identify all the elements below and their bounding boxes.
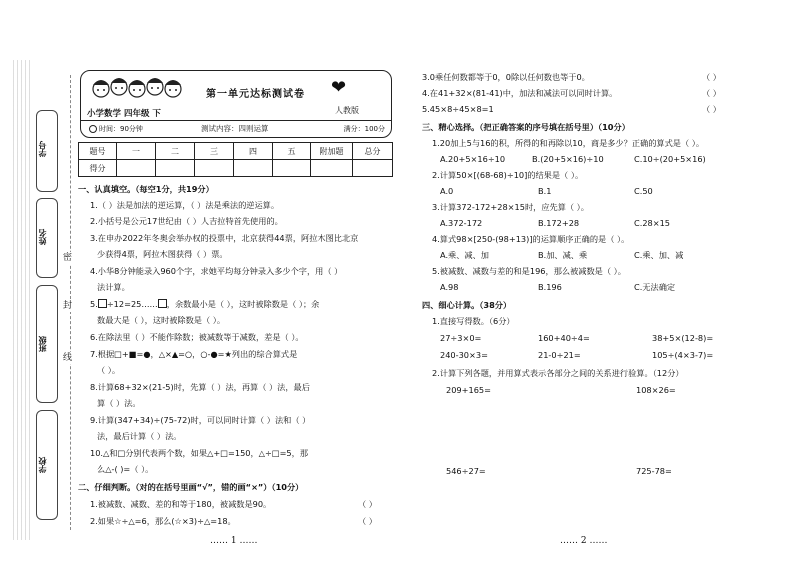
score-input-cell[interactable] xyxy=(234,160,273,177)
choice-3-option-b[interactable]: B.172+28 xyxy=(538,218,580,228)
score-cell: 三 xyxy=(195,143,234,160)
binding-strip xyxy=(0,0,75,562)
question-5-line2: 数最大是（ ），这时被除数是（ ）。 xyxy=(97,315,226,325)
section-1-title: 一、认真填空。（每空1分，共19分） xyxy=(78,184,214,194)
time-label: 时间：90分钟 xyxy=(99,125,143,133)
student-id-label: 学号 xyxy=(38,141,47,157)
question-5-number: 5. xyxy=(90,299,98,309)
question-3-line2: 少获得4票，阿拉木图获得（ ）票。 xyxy=(97,249,228,259)
calc-item: 38+5×(12-8)= xyxy=(652,333,714,343)
calc-item: 160+40÷4= xyxy=(538,333,590,343)
score-cell: 四 xyxy=(234,143,273,160)
judge-2-answer[interactable]: （ ） xyxy=(358,516,377,526)
class-box[interactable] xyxy=(36,285,58,403)
question-7-line1: 7.根据□+■=●，△×▲=○，○-●=★列出的综合算式是 xyxy=(90,349,298,359)
edition-label: 人教版 xyxy=(335,106,359,115)
binding-char-xian: 线 xyxy=(63,353,73,363)
choice-5-option-b[interactable]: B.196 xyxy=(538,282,562,292)
question-3-line1: 3.在申办2022年冬奥会举办权的投票中，北京获得44票，阿拉木图比北京 xyxy=(90,233,359,243)
binding-char-feng: 封 xyxy=(63,301,73,311)
judge-4-answer[interactable]: （ ） xyxy=(702,88,721,98)
question-8-line1: 8.计算68+32×(21-5)时，先算（ ）法，再算（ ）法，最后 xyxy=(90,382,310,392)
question-5-text: ，余数最小是（ ），这时被除数是（ ）；余 xyxy=(166,299,320,309)
judge-1-answer[interactable]: （ ） xyxy=(358,499,377,509)
decorative-stripes xyxy=(10,60,30,540)
score-cell: 题号 xyxy=(79,143,117,160)
calc-item: 27÷3×0= xyxy=(440,333,482,343)
choice-5-option-a[interactable]: A.98 xyxy=(440,282,459,292)
score-cell: 附加题 xyxy=(311,143,353,160)
score-input-cell[interactable] xyxy=(156,160,195,177)
full-score: 满分：100分 xyxy=(343,125,385,133)
choice-2-option-b[interactable]: B.1 xyxy=(538,186,552,196)
question-4-line1: 4.小华8分钟能录入960个字，求她平均每分钟录入多少个字，用（ ） xyxy=(90,266,343,276)
judge-3: 3.0乘任何数都等于0，0除以任何数也等于0。 xyxy=(422,72,590,82)
calc-2-item: 108×26= xyxy=(636,385,676,395)
choice-1-option-c[interactable]: C.10÷(20+5×16) xyxy=(634,154,706,164)
choice-1-option-b[interactable]: B.(20+5×16)÷10 xyxy=(532,154,604,164)
judge-5: 5.45×8÷45×8=1 xyxy=(422,104,494,114)
score-table-header-row xyxy=(79,143,393,160)
choice-4-option-a[interactable]: A.乘、减、加 xyxy=(440,250,489,260)
score-table xyxy=(78,142,393,177)
section-2-title: 二、仔细判断。（对的在括号里画“√”，错的画“×”）（10分） xyxy=(78,482,304,492)
choice-2-option-a[interactable]: A.0 xyxy=(440,186,454,196)
heart-icon: ❤ xyxy=(331,77,347,98)
choice-3-option-c[interactable]: C.28×15 xyxy=(634,218,671,228)
score-cell: 一 xyxy=(117,143,156,160)
score-cell: 得分 xyxy=(79,160,117,177)
calc-2-title: 2.计算下列各题，并用算式表示各部分之间的关系进行验算。（12分） xyxy=(432,368,684,378)
question-5-expr: ÷12=25…… xyxy=(106,299,158,309)
score-cell: 二 xyxy=(156,143,195,160)
question-1: 1.（ ）法是加法的逆运算，（ ）法是乘法的逆运算。 xyxy=(90,200,280,210)
blank-box[interactable] xyxy=(158,299,167,308)
score-cell: 总分 xyxy=(353,143,393,160)
section-3-title: 三、精心选择。（把正确答案的序号填在括号里）（10分） xyxy=(422,122,630,132)
test-scope: 测试内容：四则运算 xyxy=(201,124,269,133)
name-label: 姓名 xyxy=(38,229,47,245)
choice-3: 3.计算372-172+28×15时，应先算（ ）。 xyxy=(432,202,589,212)
score-input-cell[interactable] xyxy=(195,160,234,177)
calc-2-item: 209+165= xyxy=(446,385,491,395)
name-box[interactable] xyxy=(36,198,58,278)
choice-1-option-a[interactable]: A.20+5×16÷10 xyxy=(440,154,506,164)
clock-icon xyxy=(89,125,97,133)
school-box[interactable] xyxy=(36,410,58,520)
binding-char-mi: 密 xyxy=(63,253,73,263)
judge-3-answer[interactable]: （ ） xyxy=(702,72,721,82)
student-id-box[interactable] xyxy=(36,110,58,192)
school-label: 学校 xyxy=(38,457,47,473)
score-input-cell[interactable] xyxy=(353,160,393,177)
choice-2-option-c[interactable]: C.50 xyxy=(634,186,653,196)
choice-3-option-a[interactable]: A.372-172 xyxy=(440,218,483,228)
choice-2: 2.计算50×[(68-68)÷10]的结果是（ ）。 xyxy=(432,170,584,180)
question-9-line2: 法，最后计算（ ）法。 xyxy=(97,431,182,441)
page-number-2: …… 2 …… xyxy=(560,536,608,546)
class-label: 班级 xyxy=(38,336,47,352)
header-info-band xyxy=(81,120,391,137)
question-5-line1 xyxy=(90,299,319,309)
question-4-line2: 法计算。 xyxy=(97,282,130,292)
score-input-cell[interactable] xyxy=(311,160,353,177)
score-cell: 五 xyxy=(273,143,311,160)
judge-1: 1.被减数、减数、差的和等于180，被减数是90。 xyxy=(90,499,272,509)
question-10-line2: 么△-( )=（ ）。 xyxy=(97,464,154,474)
choice-5-option-c[interactable]: C.无法确定 xyxy=(634,282,676,292)
page-number-1: …… 1 …… xyxy=(210,536,258,546)
choice-1: 1.20加上5与16的积，所得的和再除以10，商是多少？正确的算式是（ ）。 xyxy=(432,138,705,148)
judge-5-answer[interactable]: （ ） xyxy=(702,104,721,114)
children-illustration xyxy=(89,75,184,103)
score-input-cell[interactable] xyxy=(273,160,311,177)
exam-header xyxy=(80,70,392,138)
question-9-line1: 9.计算(347+34)÷(75-72)时，可以同时计算（ ）法和（ ） xyxy=(90,415,311,425)
question-7-line2: （ ）。 xyxy=(97,365,121,375)
choice-4: 4.算式98×[250-(98+13)]的运算顺序正确的是（ ）。 xyxy=(432,234,630,244)
calc-2-item: 546÷27= xyxy=(446,466,486,476)
subject-label: 小学数学 四年级 下 xyxy=(87,109,161,119)
blank-box[interactable] xyxy=(98,299,107,308)
question-8-line2: 算（ ）法。 xyxy=(97,398,141,408)
question-2: 2.小括号是公元17世纪由（ ）人吉拉特首先使用的。 xyxy=(90,216,283,226)
score-input-cell[interactable] xyxy=(117,160,156,177)
section-4-title: 四、细心计算。（38分） xyxy=(422,300,512,310)
question-6: 6.在除法里（ ）不能作除数；被减数等于减数，差是（ ）。 xyxy=(90,332,304,342)
judge-2: 2.如果☆÷△=6，那么(☆×3)÷△=18。 xyxy=(90,516,236,526)
choice-5: 5.被减数、减数与差的和是196，那么被减数是（ ）。 xyxy=(432,266,626,276)
calc-item: 240-30×3= xyxy=(440,350,488,360)
choice-4-option-b[interactable]: B.加、减、乘 xyxy=(538,250,588,260)
judge-4: 4.在41+32×(81-41)中，加法和减法可以同时计算。 xyxy=(422,88,618,98)
calc-1-title: 1.直接写得数。（6分） xyxy=(432,316,515,326)
calc-2-item: 725-78= xyxy=(636,466,672,476)
score-table-score-row xyxy=(79,160,393,177)
calc-item: 105÷(4×3-7)= xyxy=(652,350,714,360)
question-10-line1: 10.△和□分别代表两个数，如果△+□=150，△÷□=5，那 xyxy=(90,448,309,458)
choice-4-option-c[interactable]: C.乘、加、减 xyxy=(634,250,684,260)
calc-item: 21-0÷21= xyxy=(538,350,581,360)
exam-title: 第一单元达标测试卷 xyxy=(206,89,305,100)
